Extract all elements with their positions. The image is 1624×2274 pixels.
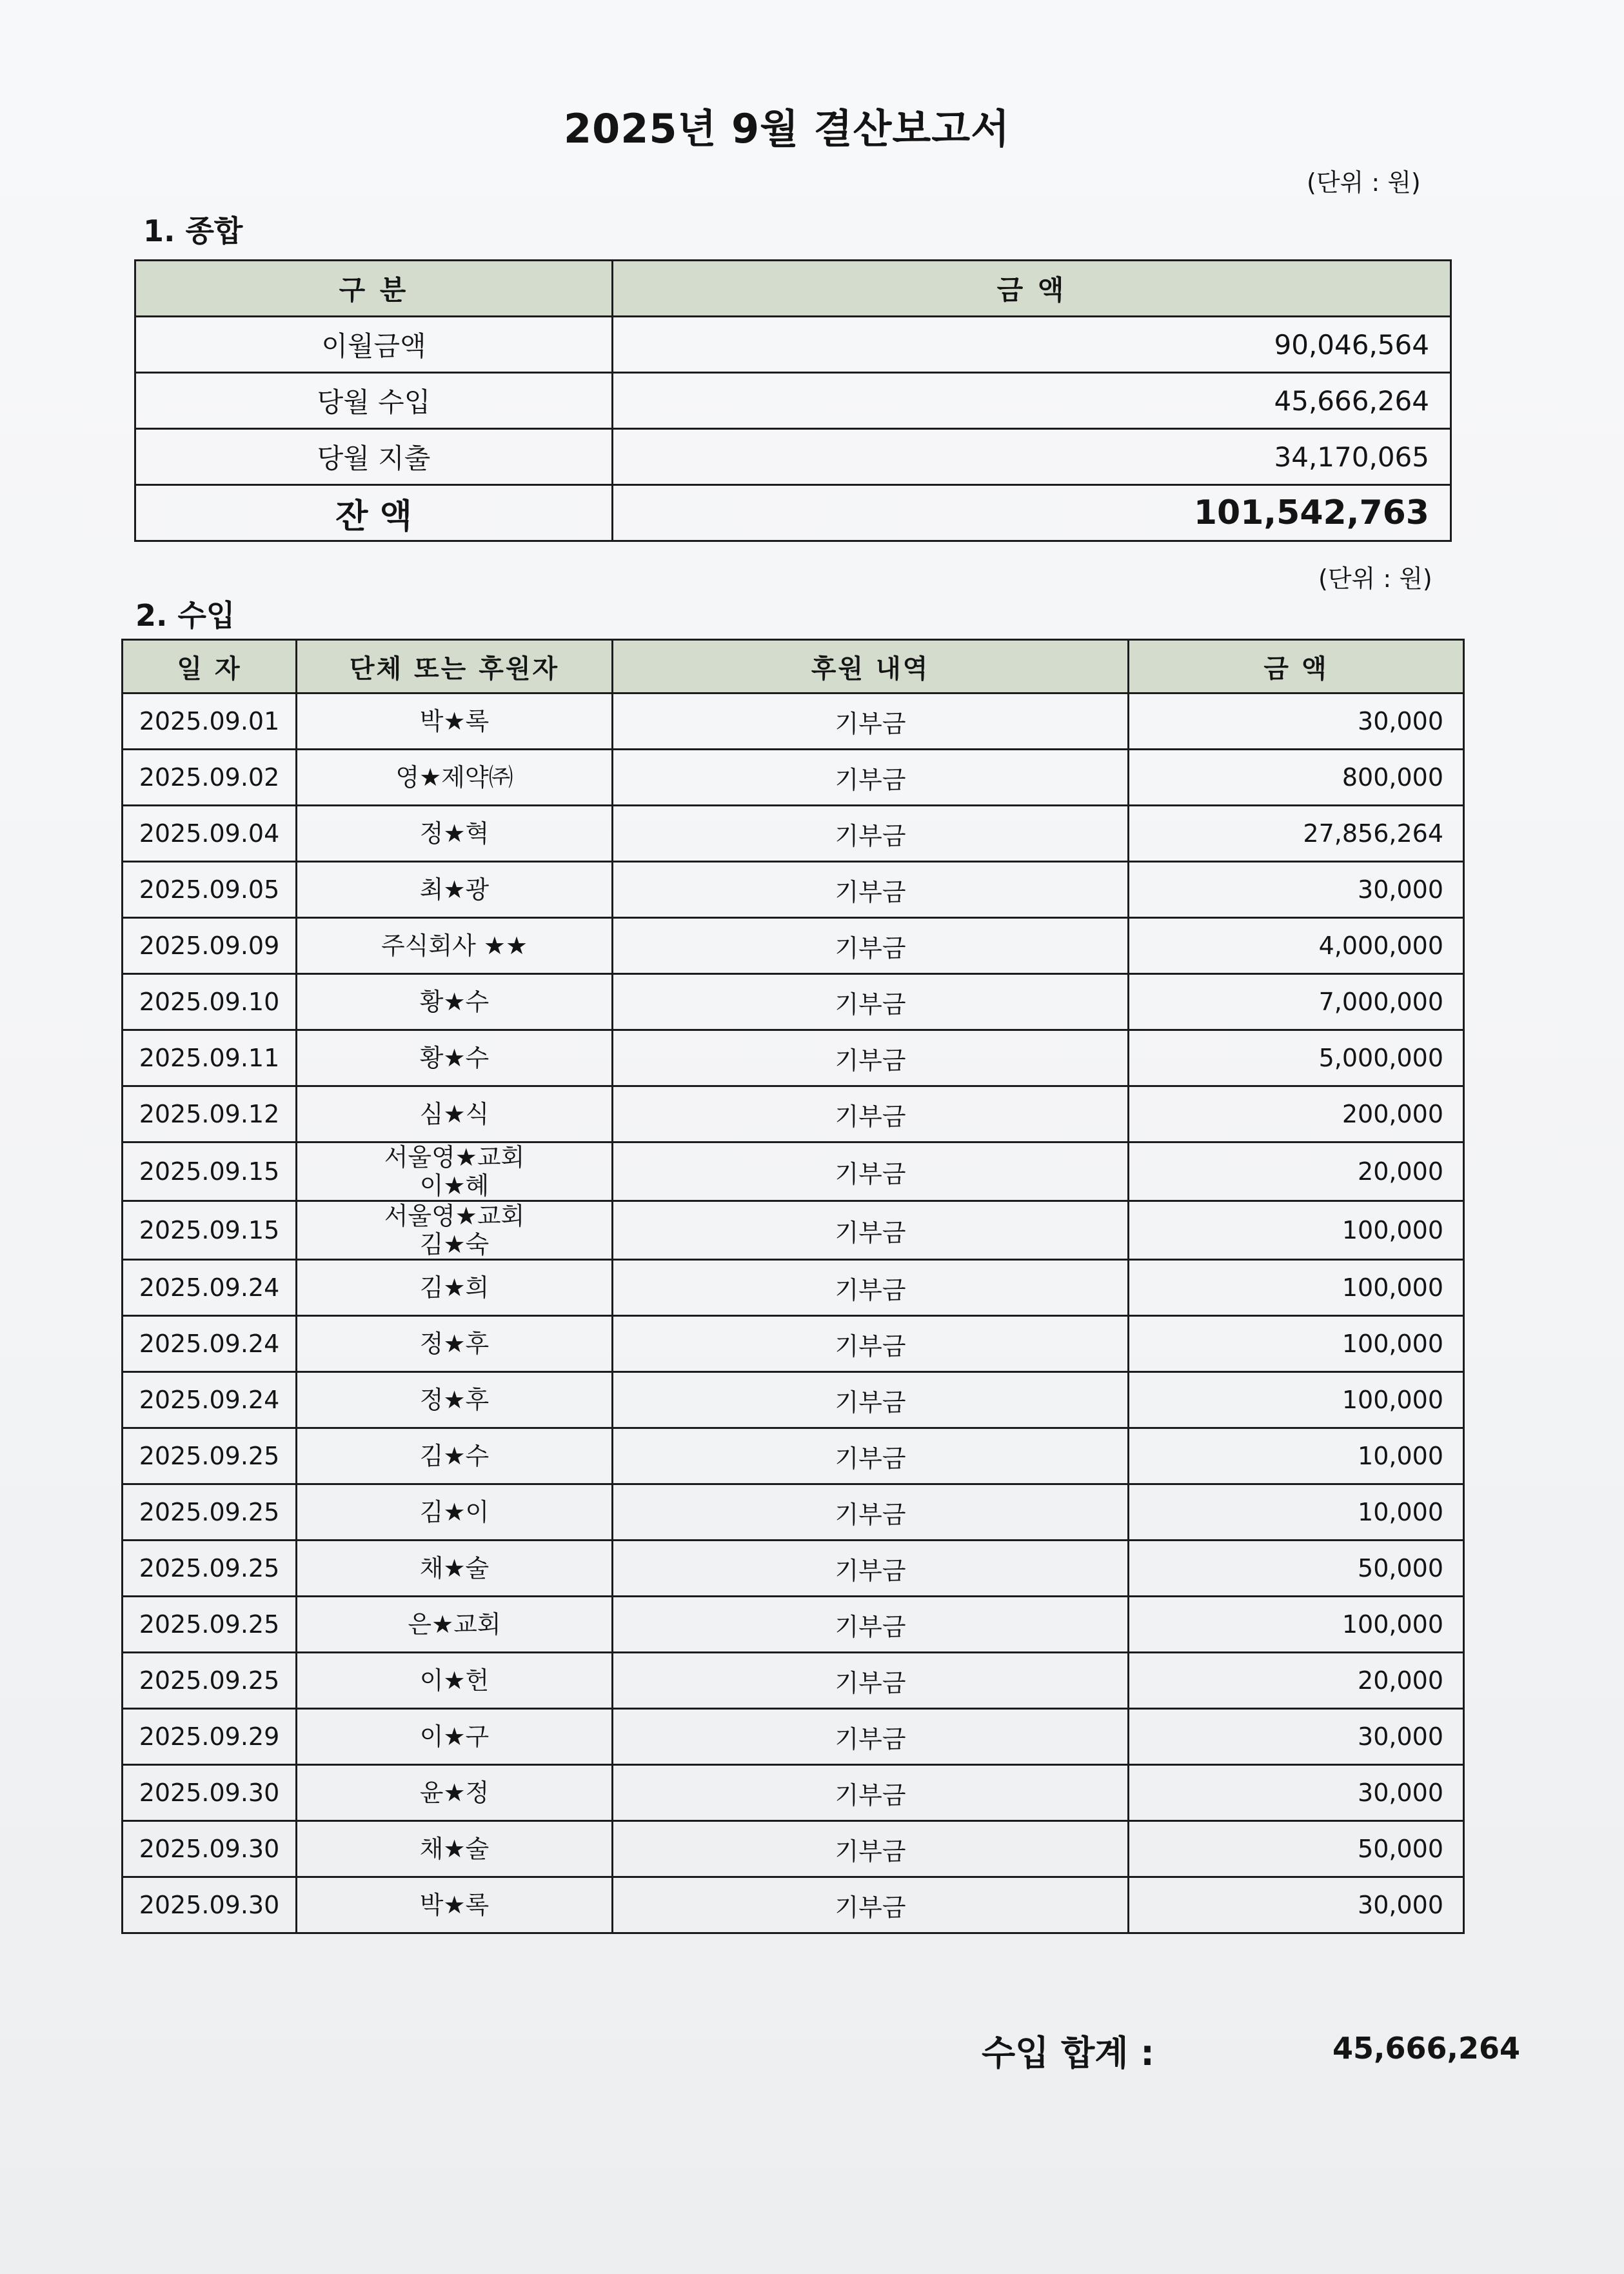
income-total-amount: 45,666,264	[1332, 2031, 1521, 2066]
income-row-amount: 100,000	[1129, 1597, 1464, 1653]
income-row-donor: 최★광	[297, 862, 613, 918]
summary-row-label: 이월금액	[135, 317, 613, 373]
summary-total-row	[135, 485, 1451, 541]
income-row-donor: 김★희	[297, 1260, 613, 1316]
income-row-date: 2025.09.30	[123, 1765, 297, 1821]
income-row-amount: 20,000	[1129, 1653, 1464, 1709]
table-row	[123, 918, 1464, 974]
income-row-detail: 기부금	[613, 862, 1129, 918]
table-row	[123, 862, 1464, 918]
table-row	[123, 1372, 1464, 1428]
income-row-amount: 50,000	[1129, 1821, 1464, 1877]
report-title: 2025년 9월 결산보고서	[563, 105, 1011, 152]
income-header-detail: 후원 내역	[613, 640, 1129, 693]
income-row-date: 2025.09.15	[123, 1142, 297, 1201]
income-row-date: 2025.09.05	[123, 862, 297, 918]
income-row-detail: 기부금	[613, 1086, 1129, 1142]
income-row-donor: 은★교회	[297, 1597, 613, 1653]
income-row-detail: 기부금	[613, 1372, 1129, 1428]
income-row-date: 2025.09.25	[123, 1653, 297, 1709]
income-header-date: 일 자	[123, 640, 297, 693]
income-row-donor	[297, 1142, 613, 1201]
income-row-detail: 기부금	[613, 1541, 1129, 1597]
income-row-amount: 30,000	[1129, 1765, 1464, 1821]
income-row-date: 2025.09.25	[123, 1541, 297, 1597]
income-row-donor-person: 이★혜	[419, 1172, 490, 1200]
income-row-detail: 기부금	[613, 1484, 1129, 1541]
table-row	[123, 1201, 1464, 1260]
table-row	[123, 693, 1464, 750]
income-row-donor: 정★혁	[297, 806, 613, 862]
summary-row-label: 당월 지출	[135, 429, 613, 485]
summary-header-category: 구 분	[135, 261, 613, 317]
income-row-amount: 30,000	[1129, 1709, 1464, 1765]
income-header-donor: 단체 또는 후원자	[297, 640, 613, 693]
income-row-donor: 윤★정	[297, 1765, 613, 1821]
income-row-date: 2025.09.30	[123, 1821, 297, 1877]
income-row-date: 2025.09.01	[123, 693, 297, 750]
income-row-detail: 기부금	[613, 693, 1129, 750]
income-row-detail: 기부금	[613, 1653, 1129, 1709]
income-row-amount: 5,000,000	[1129, 1030, 1464, 1086]
income-row-detail: 기부금	[613, 1821, 1129, 1877]
income-table	[121, 639, 1465, 1934]
income-row-amount: 100,000	[1129, 1372, 1464, 1428]
income-header-row	[123, 640, 1464, 693]
income-row-date: 2025.09.24	[123, 1260, 297, 1316]
table-row	[123, 1428, 1464, 1484]
income-row-donor-org: 서울영★교회	[384, 1143, 525, 1172]
table-row	[123, 1541, 1464, 1597]
income-row-detail: 기부금	[613, 918, 1129, 974]
income-row-donor: 영★제약㈜	[297, 750, 613, 806]
summary-row-amount: 90,046,564	[613, 317, 1451, 373]
table-row	[123, 1142, 1464, 1201]
summary-row	[135, 429, 1451, 485]
income-row-amount: 200,000	[1129, 1086, 1464, 1142]
income-row-date: 2025.09.04	[123, 806, 297, 862]
income-row-detail: 기부금	[613, 1260, 1129, 1316]
table-row	[123, 1030, 1464, 1086]
income-row-amount: 30,000	[1129, 862, 1464, 918]
income-row-amount: 100,000	[1129, 1201, 1464, 1260]
income-row-detail: 기부금	[613, 806, 1129, 862]
summary-row	[135, 373, 1451, 429]
income-row-amount: 20,000	[1129, 1142, 1464, 1201]
income-row-donor: 박★록	[297, 1877, 613, 1933]
income-row-date: 2025.09.25	[123, 1597, 297, 1653]
income-row-amount: 10,000	[1129, 1484, 1464, 1541]
income-row-date: 2025.09.24	[123, 1372, 297, 1428]
income-row-donor: 황★수	[297, 974, 613, 1030]
income-row-donor: 채★술	[297, 1541, 613, 1597]
income-row-donor: 채★술	[297, 1821, 613, 1877]
income-row-date: 2025.09.25	[123, 1484, 297, 1541]
summary-table	[134, 259, 1452, 542]
income-table-body	[123, 693, 1464, 1933]
income-row-detail: 기부금	[613, 1142, 1129, 1201]
income-row-donor: 정★후	[297, 1372, 613, 1428]
income-row-detail: 기부금	[613, 1765, 1129, 1821]
table-row	[123, 1877, 1464, 1933]
income-row-donor	[297, 1201, 613, 1260]
table-row	[123, 1709, 1464, 1765]
income-row-detail: 기부금	[613, 1201, 1129, 1260]
income-row-date: 2025.09.24	[123, 1316, 297, 1372]
table-row	[123, 1086, 1464, 1142]
table-row	[123, 750, 1464, 806]
income-row-donor: 이★구	[297, 1709, 613, 1765]
income-row-date: 2025.09.29	[123, 1709, 297, 1765]
income-row-date: 2025.09.25	[123, 1428, 297, 1484]
income-row-date: 2025.09.09	[123, 918, 297, 974]
income-row-date: 2025.09.02	[123, 750, 297, 806]
income-row-amount: 800,000	[1129, 750, 1464, 806]
income-row-detail: 기부금	[613, 1709, 1129, 1765]
income-row-amount: 30,000	[1129, 693, 1464, 750]
income-row-detail: 기부금	[613, 1030, 1129, 1086]
income-row-detail: 기부금	[613, 1597, 1129, 1653]
income-row-amount: 30,000	[1129, 1877, 1464, 1933]
table-row	[123, 1316, 1464, 1372]
summary-section-title: 1. 종합	[143, 214, 243, 248]
table-row	[123, 1484, 1464, 1541]
income-row-donor-org: 서울영★교회	[384, 1202, 525, 1230]
income-row-date: 2025.09.30	[123, 1877, 297, 1933]
income-row-date: 2025.09.11	[123, 1030, 297, 1086]
income-row-detail: 기부금	[613, 1428, 1129, 1484]
table-row	[123, 1821, 1464, 1877]
summary-row-amount: 45,666,264	[613, 373, 1451, 429]
income-row-amount: 7,000,000	[1129, 974, 1464, 1030]
income-header-amount: 금 액	[1129, 640, 1464, 693]
summary-row-amount: 34,170,065	[613, 429, 1451, 485]
income-row-date: 2025.09.12	[123, 1086, 297, 1142]
table-row	[123, 1597, 1464, 1653]
table-row	[123, 1765, 1464, 1821]
summary-row	[135, 317, 1451, 373]
income-total-label: 수입 합계 :	[982, 2033, 1154, 2073]
income-row-detail: 기부금	[613, 974, 1129, 1030]
table-row	[123, 1260, 1464, 1316]
summary-row-label: 당월 수입	[135, 373, 613, 429]
table-row	[123, 974, 1464, 1030]
income-row-date: 2025.09.15	[123, 1201, 297, 1260]
income-unit-label: (단위 : 원)	[1318, 564, 1432, 593]
income-row-donor: 김★수	[297, 1428, 613, 1484]
income-row-detail: 기부금	[613, 1877, 1129, 1933]
income-row-amount: 10,000	[1129, 1428, 1464, 1484]
income-row-donor: 황★수	[297, 1030, 613, 1086]
income-row-donor-person: 김★숙	[419, 1230, 490, 1259]
table-row	[123, 806, 1464, 862]
income-row-amount: 4,000,000	[1129, 918, 1464, 974]
income-row-donor: 정★후	[297, 1316, 613, 1372]
summary-total-amount: 101,542,763	[613, 485, 1451, 541]
income-row-donor: 이★헌	[297, 1653, 613, 1709]
summary-unit-label: (단위 : 원)	[1307, 168, 1421, 197]
income-row-detail: 기부금	[613, 1316, 1129, 1372]
income-row-date: 2025.09.10	[123, 974, 297, 1030]
table-row	[123, 1653, 1464, 1709]
income-row-donor: 김★이	[297, 1484, 613, 1541]
summary-header-row	[135, 261, 1451, 317]
income-row-donor: 주식회사 ★★	[297, 918, 613, 974]
summary-total-label: 잔 액	[135, 485, 613, 541]
income-section-title: 2. 수입	[135, 598, 235, 633]
income-row-amount: 50,000	[1129, 1541, 1464, 1597]
summary-header-amount: 금 액	[613, 261, 1451, 317]
income-row-donor: 박★록	[297, 693, 613, 750]
income-row-amount: 100,000	[1129, 1316, 1464, 1372]
income-row-amount: 100,000	[1129, 1260, 1464, 1316]
income-row-detail: 기부금	[613, 750, 1129, 806]
income-row-donor: 심★식	[297, 1086, 613, 1142]
income-row-amount: 27,856,264	[1129, 806, 1464, 862]
